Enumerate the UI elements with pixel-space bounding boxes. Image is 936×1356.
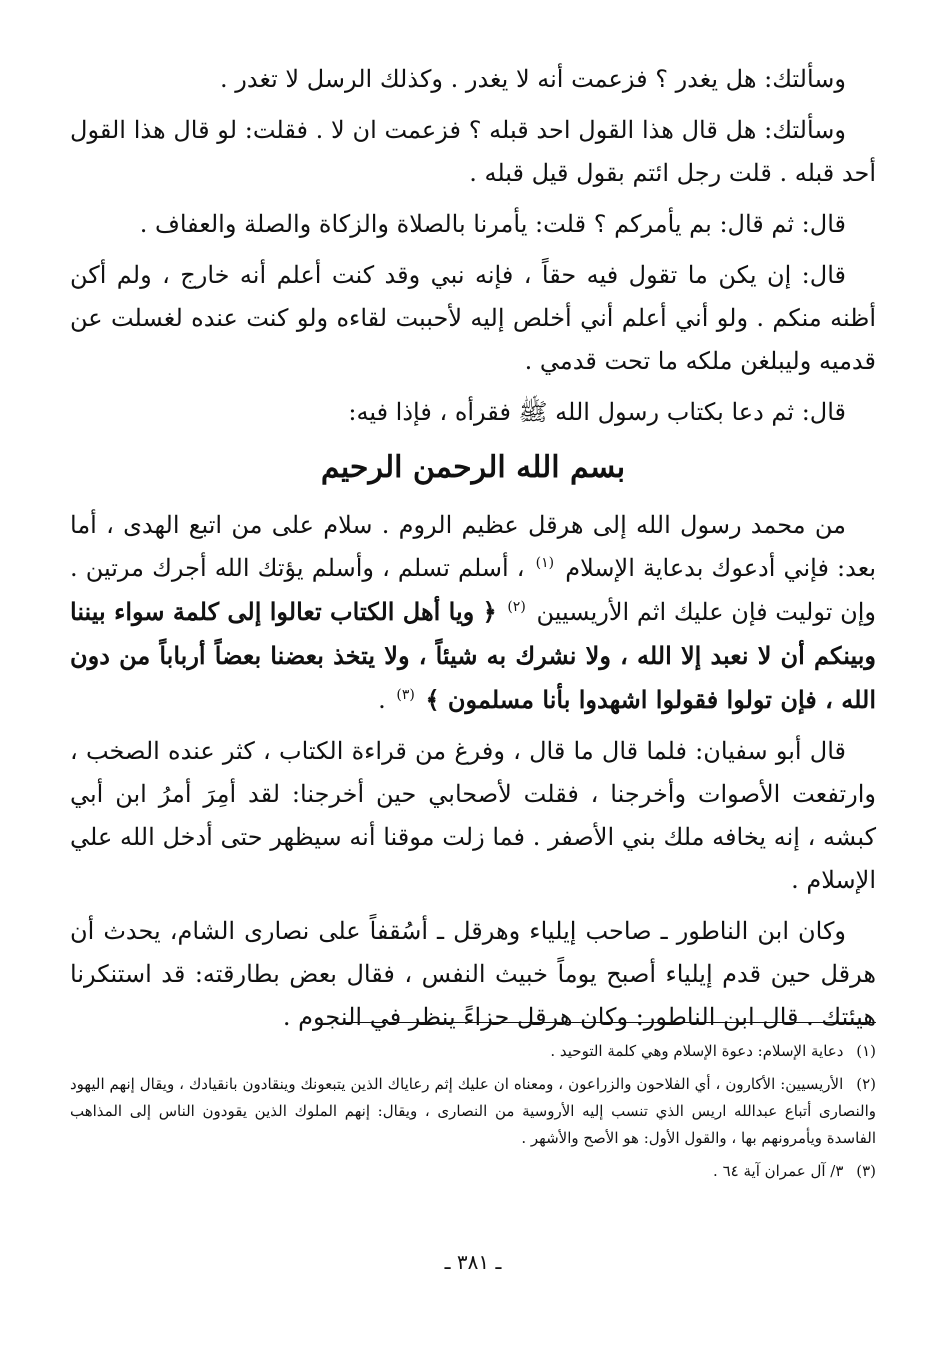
paragraph-5: قال: ثم دعا بكتاب رسول الله ﷺ فقرأه ، فإذا فيه: (348, 398, 846, 426)
footnote-number: (٢) (856, 1075, 876, 1093)
letter-end: . (378, 686, 386, 714)
footnote-ref-1: (١) (535, 555, 555, 571)
letter-paragraph (70, 504, 876, 722)
page (70, 58, 876, 1348)
footnote-ref-2: (٢) (507, 599, 526, 615)
paragraph-3: قال: ثم قال: بم يأمركم ؟ قلت: يأمرنا بالصلاة والزكاة والصلة والعفاف . (139, 210, 846, 238)
footnote-text: دعاية الإسلام: دعوة الإسلام وهي كلمة التوحيد . (550, 1042, 844, 1060)
footnote-text: الأريسيين: الأكارون ، أي الفلاحون والزراعون ، ومعناه ان عليك إثم رعاياك الذين يتبعونك وينقادون بانقيادك ، ويقال إنهم اليهود والنصارى أتباع عبدالله اريس الذي تنسب إليه الأروسية من النصارى ، ويقال: إنهم الملوك الذين يقودون الناس إلى المذاهب الفاسدة ويأمرونهم بها ، والقول الأول: هو الأصح والأشهر . (70, 1075, 876, 1147)
paragraph-4: قال: إن يكن ما تقول فيه حقاً ، فإنه نبي وقد كنت أعلم أنه خارج ، ولم أكن أظنه منكم . ولو أني أعلم أني أخلص إليه لأحببت لقاءه ولو كنت عنده لغسلت عن قدميه وليبلغن ملكه ما تحت قدمي . (70, 261, 876, 375)
paragraph-ibn-natur: وكان ابن الناطور ـ صاحب إيلياء وهرقل ـ أسُقفاً على نصارى الشام، يحدث أن هرقل حين قدم إيلياء أصبح يوماً خبيث النفس ، فقال بعض بطارقته: قد استنكرنا هيئتك . قال ابن الناطور: وكان هرقل حزاءً ينظر في النجوم . (70, 917, 876, 1031)
letter-text-part2: ، أسلم تسلم ، وأسلم يؤتك الله أجرك مرتين . وإن توليت فإن عليك اثم الأريسيين (70, 554, 876, 626)
footnote-ref-3: (٣) (396, 687, 415, 703)
footnote-1 (70, 1038, 876, 1065)
footnote-text: ٣/ آل عمران آية ٦٤ . (713, 1162, 844, 1180)
letter-text-part1: من محمد رسول الله إلى هرقل عظيم الروم . سلام على من اتبع الهدى ، أما بعد: فإني أدعوك بدعاية الإسلام (70, 511, 876, 582)
footnote-divider (346, 1022, 876, 1023)
paragraph-1: وسألتك: هل يغدر ؟ فزعمت أنه لا يغدر . وكذلك الرسل لا تغدر . (220, 65, 846, 93)
page-number: ـ ٣٨١ ـ (444, 1250, 502, 1274)
footnotes (70, 1038, 876, 1191)
paragraph-2: وسألتك: هل قال هذا القول احد قبله ؟ فزعمت ان لا . فقلت: لو قال هذا القول أحد قبله . قلت رجل ائتم بقول قيل قبله . (70, 116, 876, 187)
paragraph-abu-sufyan: قال أبو سفيان: فلما قال ما قال ، وفرغ من قراءة الكتاب ، كثر عنده الصخب ، وارتفعت الأصوات وأخرجنا ، فقلت لأصحابي حين أخرجنا: لقد أمِرَ أمرُ ابن أبي كبشه ، إنه يخافه ملك بني الأصفر . فما زلت موقنا أنه سيظهر حتى أدخل الله علي الإسلام . (70, 737, 876, 894)
footnote-2 (70, 1071, 876, 1152)
footnote-number: (٣) (856, 1162, 876, 1180)
quran-verse: ﴿ ويا أهل الكتاب تعالوا إلى كلمة سواء بيننا وبينكم أن لا نعبد إلا الله ، ولا نشرك به شيئاً ، ولا يتخذ بعضنا بعضاً أرباباً من دون الله ، فإن تولوا فقولوا اشهدوا بأنا مسلمون ﴾ (70, 597, 876, 714)
footnote-3 (70, 1158, 876, 1185)
footnote-number: (١) (856, 1042, 876, 1060)
basmala-heading: بسم الله الرحمن الرحيم (320, 450, 626, 485)
